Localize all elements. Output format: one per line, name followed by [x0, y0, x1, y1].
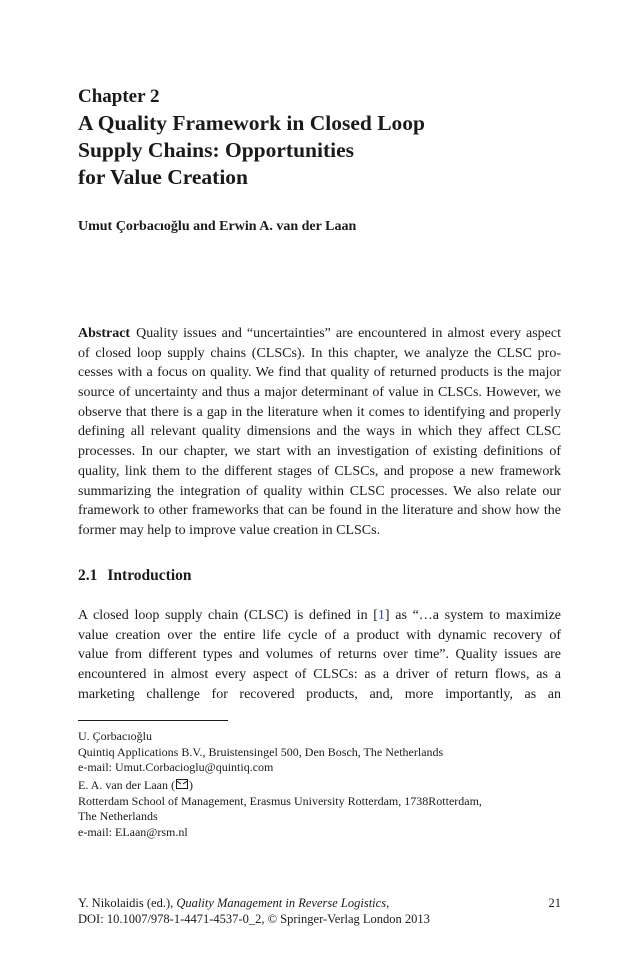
- affiliation-name-close: ): [188, 778, 193, 792]
- abstract-line: of closed loop supply chains (CLSCs). In this chapter, we analyze the CLSC pro-: [78, 345, 561, 361]
- section-heading: [78, 567, 192, 585]
- affiliation-line: Rotterdam School of Management, Erasmus University Rotterdam, 1738Rotterdam,: [78, 793, 482, 808]
- chapter-label: Chapter 2: [78, 86, 160, 107]
- abstract-label: Abstract: [78, 326, 131, 341]
- abstract-line: summarizing the integration of quality within CLSC processes. We also relate our: [78, 483, 561, 499]
- citation-link[interactable]: 1: [377, 608, 385, 623]
- abstract: [78, 324, 561, 541]
- affiliation-line: e-mail: ELaan@rsm.nl: [78, 824, 188, 839]
- intro-paragraph: [78, 606, 561, 704]
- footer-comma: ,: [386, 896, 390, 910]
- chapter-title-line: A Quality Framework in Closed Loop: [78, 111, 426, 135]
- chapter-title-line: Supply Chains: Opportunities: [78, 138, 355, 162]
- footnote-rule: [78, 720, 228, 721]
- abstract-line: former may help to improve value creation in CLSCs.: [78, 522, 381, 538]
- abstract-line: processes. In our chapter, we start with an investigation of existing definitions of: [78, 444, 561, 460]
- chapter-authors: Umut Çorbacıoğlu and Erwin A. van der Laan: [78, 219, 357, 234]
- page-footer: [78, 895, 561, 927]
- envelope-icon: [176, 779, 188, 789]
- abstract-line: framework to other frameworks that can be found in the literature and show how the: [78, 503, 561, 519]
- intro-line: value creation over the entire life cycle of a product with dynamic recovery of: [78, 627, 561, 643]
- abstract-line: observe that there is a gap in the literature when it comes to identifying and properly: [78, 404, 561, 420]
- footer-book-title: Quality Management in Reverse Logistics: [176, 896, 387, 910]
- chapter-title-line: for Value Creation: [78, 165, 249, 189]
- page-number: 21: [548, 896, 561, 910]
- intro-line: value from different types and volumes of returns over time”. Quality issues are: [78, 647, 561, 663]
- intro-text: A closed loop supply chain (CLSC) is defined in [: [78, 608, 378, 623]
- footer-doi-line: DOI: 10.1007/978-1-4471-4537-0_2, © Springer-Verlag London 2013: [78, 912, 430, 926]
- section-number: 2.1: [78, 567, 98, 584]
- abstract-line: [78, 324, 561, 344]
- intro-line: [78, 606, 561, 626]
- abstract-line-text: Quality issues and “uncertainties” are encountered in almost every aspect: [136, 326, 561, 341]
- affiliation-first-author: [78, 729, 443, 776]
- affiliation-name: E. A. van der Laan (: [78, 778, 175, 792]
- intro-line: marketing challenge for recovered products, and, more importantly, as an: [78, 686, 561, 702]
- affiliation-line: U. Çorbacıoğlu: [78, 729, 152, 743]
- abstract-line: defining all relevant quality dimensions and the ways in which they affect CLSC: [78, 424, 561, 440]
- footer-editor: Y. Nikolaidis (ed.),: [78, 896, 177, 910]
- affiliation-line: Quintiq Applications B.V., Bruistensingel 500, Den Bosch, The Netherlands: [78, 744, 444, 759]
- abstract-line: source of uncertainty and thus a major determinant of value in CLSCs. However, we: [78, 385, 561, 401]
- footer-citation-line: [78, 895, 561, 911]
- abstract-line: quality, link them to the different stages of CLSCs, and propose a new framework: [78, 463, 561, 479]
- abstract-line: cesses with a focus on quality. We find that quality of returned products is the major: [78, 365, 561, 381]
- section-title: Introduction: [107, 567, 192, 584]
- intro-text: ] as “…a system to maximize: [384, 608, 561, 623]
- chapter-title: [78, 110, 558, 191]
- affiliation-line: The Netherlands: [78, 809, 158, 824]
- affiliation-second-author: [78, 778, 482, 840]
- affiliation-line: e-mail: Umut.Corbacioglu@quintiq.com: [78, 760, 274, 775]
- intro-line: encountered in almost every aspect of CLSCs: as a driver of return flows, as a: [78, 667, 561, 683]
- affiliation-name-line: [78, 778, 482, 794]
